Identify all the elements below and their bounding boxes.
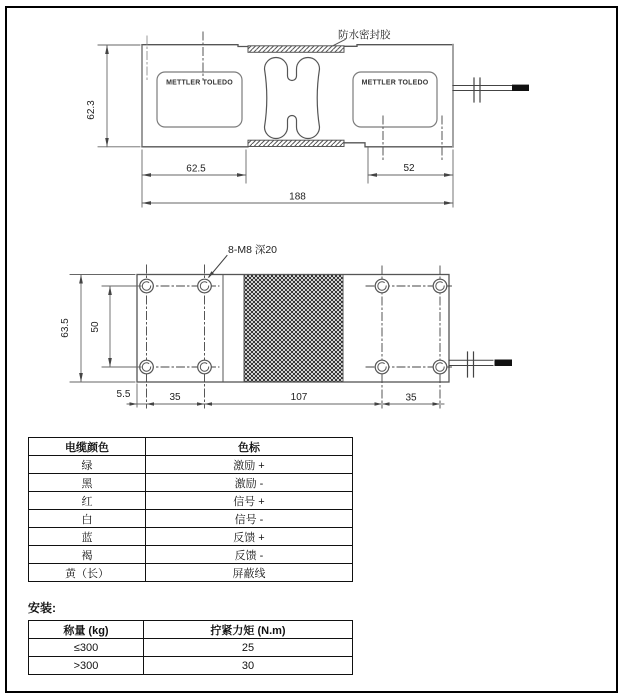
- cable-side-view: [453, 78, 529, 102]
- cable-color-cell: 蓝: [29, 528, 146, 546]
- mounting-hole: [433, 279, 447, 293]
- dim-center-length-label: 107: [290, 392, 308, 403]
- table-row: [29, 564, 353, 582]
- table-row: [29, 474, 353, 492]
- table-row: [29, 546, 353, 564]
- binocular-cutout: [265, 58, 320, 139]
- cable-color-cell: 白: [29, 510, 146, 528]
- cable-color-cell: 绿: [29, 456, 146, 474]
- table-row: [29, 510, 353, 528]
- cable-color-table: [28, 437, 353, 582]
- dim-total-label: 188: [289, 191, 306, 203]
- color-code-cell: 屏蔽线: [146, 564, 353, 582]
- mounting-hole: [198, 279, 212, 293]
- cable-color-header: 电缆颜色: [29, 438, 146, 456]
- dim-right-section-label: 52: [403, 163, 415, 174]
- sealant-strip-bottom: [248, 140, 344, 146]
- cable-color-cell: 黑: [29, 474, 146, 492]
- dim-right-section-structure: [368, 148, 453, 207]
- cable-color-cell: 褐: [29, 546, 146, 564]
- dim-left-section-structure: [142, 150, 246, 207]
- dim-hole-spacing-label: 50: [90, 321, 101, 333]
- dim-edge-offset-label: 5.5: [116, 389, 131, 400]
- table-header-row: [29, 438, 353, 456]
- dim-left-holes-label: 35: [169, 392, 181, 403]
- table-row: [29, 657, 353, 675]
- torque-cell: 30: [144, 657, 353, 675]
- brand-text-left: METTLER TOLEDO: [166, 79, 233, 87]
- color-code-cell: 反馈 +: [146, 528, 353, 546]
- cable-top-view: [449, 352, 512, 377]
- brand-text-right: METTLER TOLEDO: [361, 79, 429, 87]
- color-code-cell: 信号 +: [146, 492, 353, 510]
- cable-tip: [495, 360, 513, 367]
- dim-height-structure: [98, 45, 140, 147]
- crosshatch-area: [244, 275, 343, 383]
- capacity-cell: >300: [29, 657, 144, 675]
- dim-width-structure: [70, 275, 135, 383]
- table-row: [29, 492, 353, 510]
- torque-header: 拧紧力矩 (N.m): [144, 621, 353, 639]
- cable-tip: [512, 85, 529, 91]
- mounting-hole: [375, 279, 389, 293]
- sealant-label: 防水密封胶: [338, 29, 391, 41]
- color-code-cell: 激励 -: [146, 474, 353, 492]
- color-code-cell: 激励 +: [146, 456, 353, 474]
- table-header-row: [29, 621, 353, 639]
- installation-heading: 安装:: [28, 601, 56, 615]
- side-view-drawing: [86, 28, 529, 207]
- dim-right-holes-label: 35: [405, 392, 417, 404]
- mounting-hole: [140, 360, 154, 374]
- capacity-cell: ≤300: [29, 639, 144, 657]
- table-row: [29, 639, 353, 657]
- dim-height-label: 62.3: [86, 100, 97, 120]
- dim-width-label: 63.5: [60, 318, 71, 338]
- installation-torque-table: [28, 620, 353, 675]
- torque-cell: 25: [144, 639, 353, 657]
- color-code-cell: 信号 -: [146, 510, 353, 528]
- capacity-header: 称量 (kg): [29, 621, 144, 639]
- mounting-hole: [433, 360, 447, 374]
- table-row: [29, 528, 353, 546]
- color-code-cell: 反馈 -: [146, 546, 353, 564]
- dim-left-section-label: 62.5: [186, 163, 206, 175]
- color-code-header: 色标: [146, 438, 353, 456]
- sealant-strip-top: [248, 46, 344, 53]
- mounting-hole: [375, 360, 389, 374]
- top-view-drawing: [60, 244, 512, 408]
- cable-color-cell: 黄（长）: [29, 564, 146, 582]
- holes-label: 8-M8 深20: [228, 244, 278, 256]
- dim-hole-spacing-structure: [102, 286, 141, 367]
- mounting-hole: [198, 360, 212, 374]
- mounting-hole: [140, 279, 154, 293]
- cable-color-cell: 红: [29, 492, 146, 510]
- table-row: [29, 456, 353, 474]
